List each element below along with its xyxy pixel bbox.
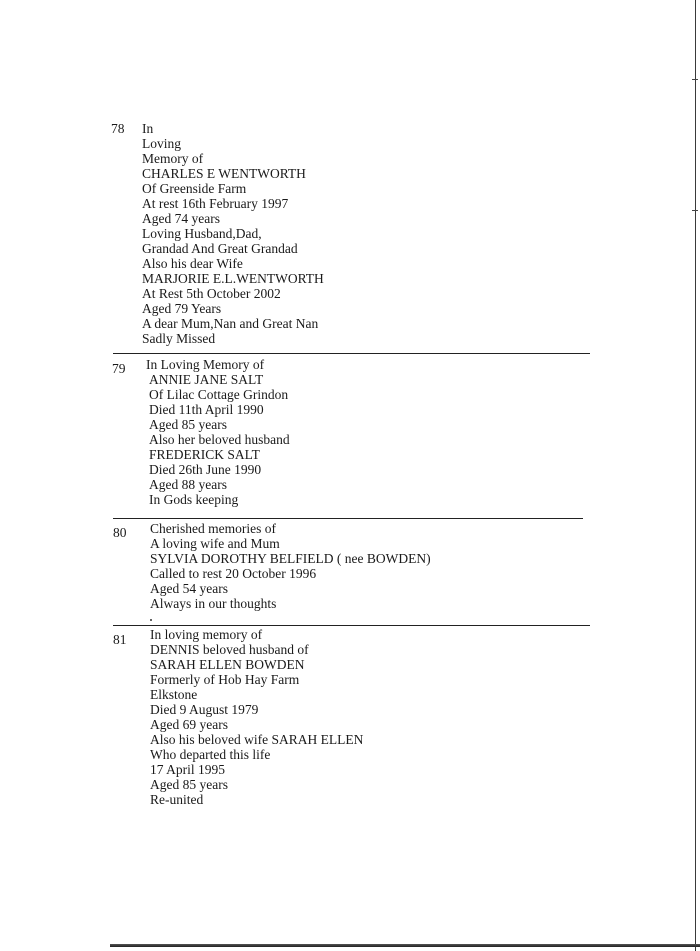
entry-line: Aged 74 years [142,211,220,226]
entry-line: Formerly of Hob Hay Farm [150,672,300,687]
entry-number: 79 [112,361,126,376]
entry-line: SYLVIA DOROTHY BELFIELD ( nee BOWDEN) [150,551,431,566]
entry-text [150,627,363,807]
entry-line: Re-united [150,792,204,807]
entry-line: In loving memory of [150,627,263,642]
entry-line: Died 26th June 1990 [149,462,262,477]
entry-text [150,521,431,611]
entry-line: FREDERICK SALT [149,447,260,462]
entry-line: MARJORIE E.L.WENTWORTH [142,271,324,286]
entry-line: Died 9 August 1979 [150,702,259,717]
entry-line: CHARLES E WENTWORTH [142,166,306,181]
entry-line: Died 11th April 1990 [149,402,264,417]
entry-line: In [142,121,154,136]
entry-line: Of Greenside Farm [142,181,247,196]
entry-line: Aged 54 years [150,581,228,596]
entry-line: Who departed this life [150,747,271,762]
entry-number: 80 [113,525,127,540]
entry-line: Also his beloved wife SARAH ELLEN [150,732,364,747]
entry-line: Elkstone [150,687,198,702]
entry-line: A dear Mum,Nan and Great Nan [142,316,319,331]
entry-line: 17 April 1995 [150,762,226,777]
entry-line: In Loving Memory of [146,357,265,372]
divider-line [113,518,583,519]
entry-text [146,357,290,507]
entry-line: Cherished memories of [150,521,276,536]
stray-mark [150,619,152,621]
entry-text [142,121,324,346]
scan-tick [692,210,698,211]
entry-number: 81 [113,632,127,647]
divider-line [113,353,590,354]
entry-line: At Rest 5th October 2002 [142,286,281,301]
entry-line: Aged 79 Years [142,301,222,316]
entry-line: At rest 16th February 1997 [142,196,289,211]
entry-line: Loving Husband,Dad, [142,226,262,241]
entry-line: A loving wife and Mum [150,536,280,551]
scan-edge-bottom [110,944,700,947]
entry-line: In Gods keeping [149,492,239,507]
entry-line: Aged 88 years [149,477,227,492]
divider-line [113,625,590,626]
scan-edge-right [695,0,696,951]
entry-line: Of Lilac Cottage Grindon [149,387,289,402]
entry-line: Also her beloved husband [149,432,290,447]
entry-number: 78 [111,121,125,136]
entry-line: Aged 85 years [150,777,228,792]
entry-line: Memory of [142,151,204,166]
entry-line: Aged 85 years [149,417,227,432]
entry-line: Called to rest 20 October 1996 [150,566,317,581]
entry-line: DENNIS beloved husband of [150,642,309,657]
entry-line: Also his dear Wife [142,256,243,271]
entry-line: ANNIE JANE SALT [149,372,264,387]
entry-line: Grandad And Great Grandad [142,241,298,256]
entry-line: Sadly Missed [142,331,216,346]
entry-line: Loving [142,136,181,151]
entry-line: Aged 69 years [150,717,228,732]
scan-tick [692,79,698,80]
entry-line: SARAH ELLEN BOWDEN [150,657,305,672]
entry-line: Always in our thoughts [150,596,277,611]
